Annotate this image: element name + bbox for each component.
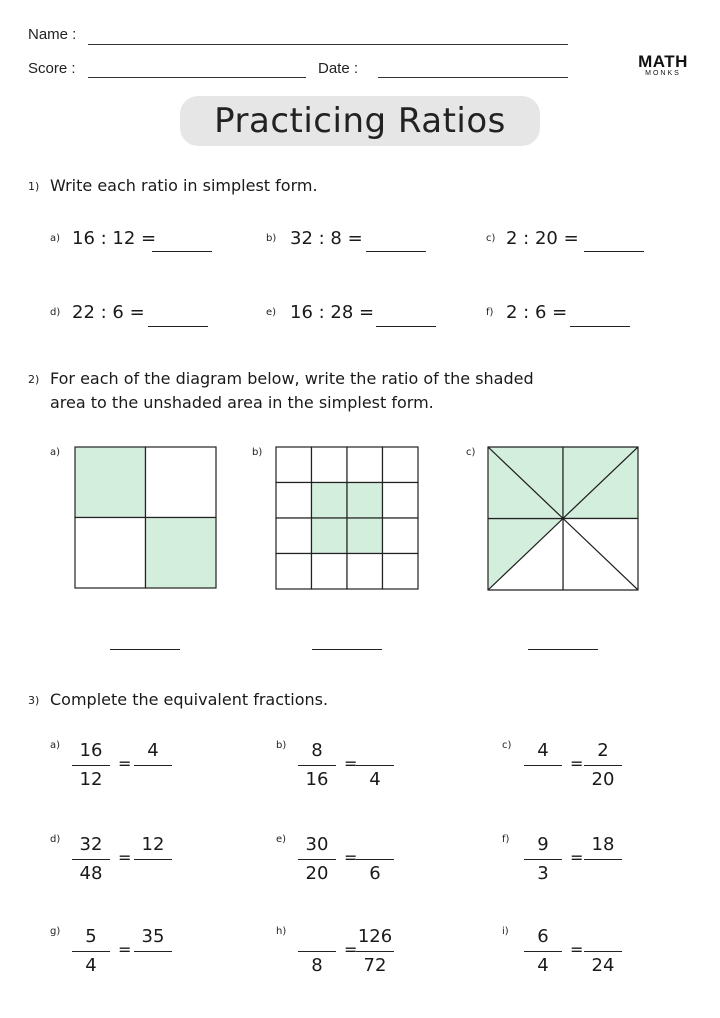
fraction-1-bar <box>72 859 110 860</box>
fraction-2-bar <box>134 951 172 952</box>
q1-ratio-expression: 2 : 20 = <box>506 228 579 249</box>
q3-item-label: b) <box>276 740 287 751</box>
q1-item-label: f) <box>486 307 494 318</box>
q1-item-label: b) <box>266 233 277 244</box>
equals-sign: = <box>570 754 584 773</box>
answer-blank-2b[interactable] <box>312 649 382 650</box>
q3-item-label: i) <box>502 926 509 937</box>
fraction-1-numerator: 32 <box>79 834 103 855</box>
q1-ratio-expression: 22 : 6 = <box>72 302 145 323</box>
q3-item-label: e) <box>276 834 287 845</box>
fraction-1-bar <box>72 765 110 766</box>
q3-item-label: c) <box>502 740 512 751</box>
fraction-2-bar <box>134 859 172 860</box>
logo-text: MATH <box>638 52 688 71</box>
shaded-cell <box>312 518 348 554</box>
grid-cell <box>312 554 348 590</box>
fraction-1-denominator: 4 <box>85 955 97 976</box>
fraction-1-numerator: 4 <box>537 740 549 761</box>
fraction-2-bar <box>584 951 622 952</box>
equals-sign: = <box>118 848 132 867</box>
q1-number: 1) <box>28 180 40 193</box>
q2-label-c: c) <box>466 447 476 458</box>
diagram-b <box>275 446 420 590</box>
score-field[interactable] <box>88 77 306 78</box>
grid-cell <box>276 483 312 519</box>
q1-answer-blank[interactable] <box>570 326 630 327</box>
shaded-cell <box>347 518 383 554</box>
q1-ratio-expression: 16 : 12 = <box>72 228 157 249</box>
equals-sign: = <box>118 754 132 773</box>
q3-item-label: a) <box>50 740 61 751</box>
q2-label-b: b) <box>252 447 263 458</box>
fraction-1-numerator: 30 <box>305 834 329 855</box>
fraction-1-denominator: 3 <box>537 863 549 884</box>
fraction-2-numerator: 2 <box>597 740 609 761</box>
equals-sign: = <box>344 754 358 773</box>
fraction-1-denominator: 48 <box>79 863 103 884</box>
fraction-1-numerator: 16 <box>79 740 103 761</box>
fraction-1-numerator: 5 <box>85 926 97 947</box>
shaded-cell <box>75 447 146 518</box>
q1-item-label: e) <box>266 307 277 318</box>
q3-number: 3) <box>28 694 40 707</box>
q2-text-line2: area to the unshaded area in the simplest form. <box>50 393 434 412</box>
fraction-1-bar <box>524 859 562 860</box>
q3-item-label: g) <box>50 926 61 937</box>
equals-sign: = <box>570 940 584 959</box>
grid-cell <box>383 447 419 483</box>
grid-cell <box>312 447 348 483</box>
shaded-cell <box>312 483 348 519</box>
grid-cell <box>383 554 419 590</box>
equals-sign: = <box>118 940 132 959</box>
fraction-2-denominator: 6 <box>369 863 381 884</box>
q1-item-label: a) <box>50 233 61 244</box>
grid-cell <box>75 518 146 589</box>
logo-subtext: MONKS <box>645 70 681 77</box>
equals-sign: = <box>344 848 358 867</box>
fraction-1-bar <box>524 765 562 766</box>
equals-sign: = <box>344 940 358 959</box>
shaded-cell <box>146 518 217 589</box>
fraction-1-bar <box>298 859 336 860</box>
date-label: Date : <box>318 60 359 77</box>
q1-answer-blank[interactable] <box>366 251 426 252</box>
date-field[interactable] <box>378 77 568 78</box>
fraction-2-numerator: 4 <box>147 740 159 761</box>
diagram-a <box>74 446 217 589</box>
score-label: Score : <box>28 60 76 77</box>
diagram-c <box>487 446 639 591</box>
q2-text-line1: For each of the diagram below, write the ratio of the shaded <box>50 369 534 388</box>
grid-cell <box>347 554 383 590</box>
fraction-1-bar <box>524 951 562 952</box>
q1-item-label: d) <box>50 307 61 318</box>
fraction-1-denominator: 4 <box>537 955 549 976</box>
fraction-2-bar <box>356 951 394 952</box>
fraction-2-denominator: 72 <box>363 955 387 976</box>
q1-ratio-expression: 32 : 8 = <box>290 228 363 249</box>
fraction-2-denominator: 24 <box>591 955 615 976</box>
grid-cell <box>383 483 419 519</box>
q3-item-label: d) <box>50 834 61 845</box>
fraction-1-denominator: 16 <box>305 769 329 790</box>
q1-answer-blank[interactable] <box>148 326 208 327</box>
fraction-2-bar <box>584 859 622 860</box>
q2-label-a: a) <box>50 447 61 458</box>
q1-text: Write each ratio in simplest form. <box>50 176 318 195</box>
fraction-1-numerator: 8 <box>311 740 323 761</box>
shaded-cell <box>347 483 383 519</box>
fraction-2-bar <box>356 859 394 860</box>
grid-cell <box>347 447 383 483</box>
fraction-2-numerator: 12 <box>141 834 165 855</box>
q1-ratio-expression: 16 : 28 = <box>290 302 375 323</box>
q1-answer-blank[interactable] <box>376 326 436 327</box>
grid-cell <box>383 518 419 554</box>
fraction-1-bar <box>298 951 336 952</box>
grid-cell <box>146 447 217 518</box>
answer-blank-2c[interactable] <box>528 649 598 650</box>
name-label: Name : <box>28 26 77 43</box>
fraction-2-denominator: 4 <box>369 769 381 790</box>
fraction-1-denominator: 12 <box>79 769 103 790</box>
q3-item-label: h) <box>276 926 287 937</box>
fraction-2-numerator: 18 <box>591 834 615 855</box>
grid-cell <box>276 518 312 554</box>
fraction-2-numerator: 126 <box>357 926 393 947</box>
grid-cell <box>276 447 312 483</box>
answer-blank-2a[interactable] <box>110 649 180 650</box>
q1-ratio-expression: 2 : 6 = <box>506 302 568 323</box>
grid-cell <box>276 554 312 590</box>
fraction-2-numerator: 35 <box>141 926 165 947</box>
q2-number: 2) <box>28 373 40 386</box>
name-field[interactable] <box>88 44 568 45</box>
fraction-2-bar <box>584 765 622 766</box>
fraction-1-bar <box>72 951 110 952</box>
fraction-1-numerator: 6 <box>537 926 549 947</box>
fraction-1-bar <box>298 765 336 766</box>
q1-answer-blank[interactable] <box>152 251 212 252</box>
q3-text: Complete the equivalent fractions. <box>50 690 329 709</box>
q1-item-label: c) <box>486 233 496 244</box>
fraction-2-denominator: 20 <box>591 769 615 790</box>
fraction-1-denominator: 20 <box>305 863 329 884</box>
math-monks-logo <box>632 52 694 77</box>
q3-item-label: f) <box>502 834 510 845</box>
page-title: Practicing Ratios <box>180 96 540 146</box>
fraction-2-bar <box>356 765 394 766</box>
equals-sign: = <box>570 848 584 867</box>
fraction-1-denominator: 8 <box>311 955 323 976</box>
fraction-1-numerator: 9 <box>537 834 549 855</box>
fraction-2-bar <box>134 765 172 766</box>
q1-answer-blank[interactable] <box>584 251 644 252</box>
